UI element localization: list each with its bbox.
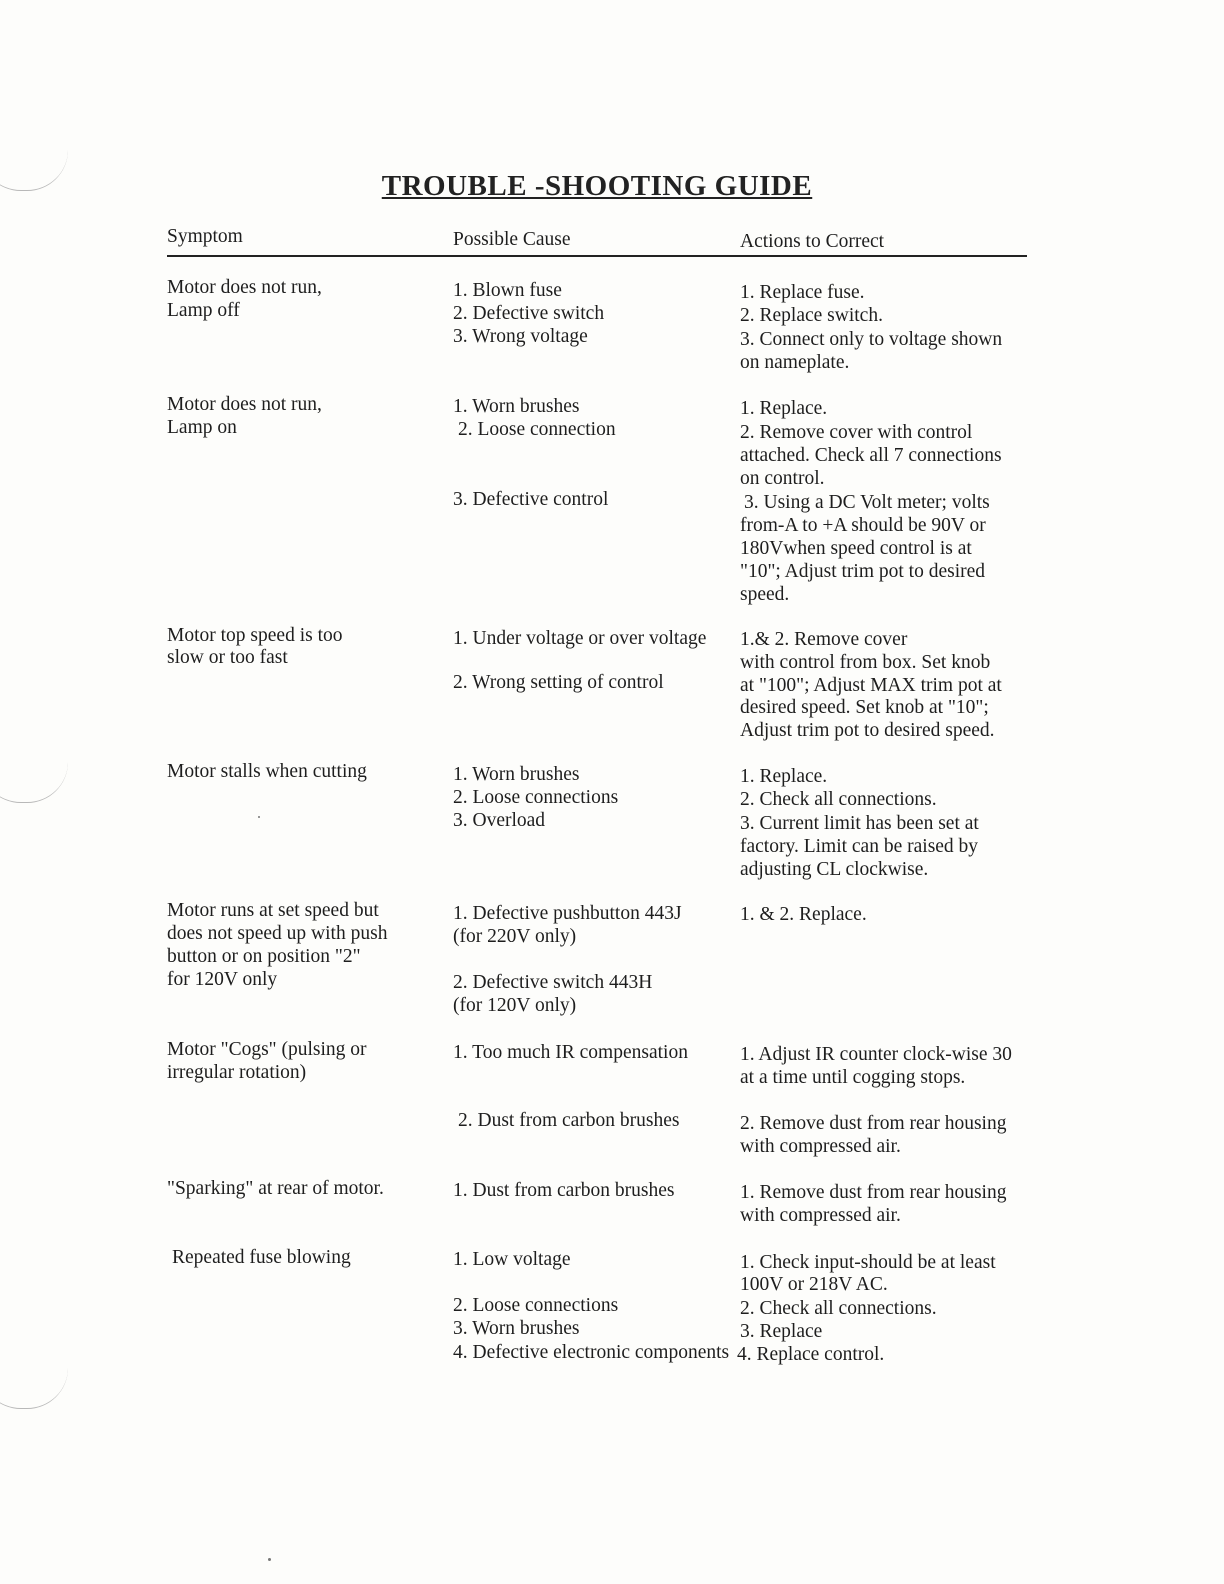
action-line: 2. Check all connections. — [740, 1298, 937, 1319]
action-line: 1. Replace. — [740, 398, 828, 419]
action-line: at a time until cogging stops. — [740, 1067, 966, 1088]
symptom-line: for 120V only — [167, 969, 278, 990]
symptom-line: Motor top speed is too — [167, 625, 343, 646]
action-line: desired speed. Set knob at "10"; — [740, 697, 989, 718]
symptom-line: Motor does not run, — [167, 277, 322, 298]
symptom-line: slow or too fast — [167, 647, 288, 668]
action-line: 3. Using a DC Volt meter; volts — [744, 492, 990, 513]
cause-line: 4. Defective electronic components — [453, 1342, 730, 1363]
action-line: with control from box. Set knob — [740, 652, 991, 673]
cause-line: 2. Loose connection — [458, 419, 616, 440]
symptom-line: "Sparking" at rear of motor. — [167, 1178, 384, 1199]
symptom-line: Lamp on — [167, 417, 237, 438]
action-line: 2. Replace switch. — [740, 305, 883, 326]
cause-line: 3. Defective control — [453, 489, 609, 510]
binder-hole-bottom — [0, 1368, 68, 1409]
symptom-line: Repeated fuse blowing — [172, 1247, 351, 1268]
action-line: adjusting CL clockwise. — [740, 859, 929, 880]
scan-speck — [258, 816, 260, 818]
action-line: 2. Remove cover with control — [740, 422, 973, 443]
action-line: from-A to +A should be 90V or — [740, 515, 986, 536]
action-line: 1. Replace. — [740, 766, 828, 787]
cause-line: 1. Blown fuse — [453, 280, 562, 301]
action-line: with compressed air. — [740, 1205, 901, 1226]
action-line: 1. Replace fuse. — [740, 282, 865, 303]
action-line: at "100"; Adjust MAX trim pot at — [740, 675, 1002, 696]
action-line: speed. — [740, 584, 790, 605]
action-line: 3. Connect only to voltage shown — [740, 329, 1003, 350]
cause-line: 3. Wrong voltage — [453, 326, 588, 347]
cause-line: (for 120V only) — [453, 995, 577, 1016]
cause-line: 1. Defective pushbutton 443J — [453, 903, 682, 924]
action-line: 1. Remove dust from rear housing — [740, 1182, 1007, 1203]
action-line: 1. Check input-should be at least — [740, 1252, 996, 1273]
header-rule — [167, 255, 1027, 257]
action-line: 1. & 2. Replace. — [740, 904, 867, 925]
action-line: 180Vwhen speed control is at — [740, 538, 972, 559]
action-line: Adjust trim pot to desired speed. — [740, 720, 995, 741]
action-line: 100V or 218V AC. — [740, 1274, 888, 1295]
column-header-cause: Possible Cause — [453, 229, 571, 250]
cause-line: 2. Defective switch — [453, 303, 605, 324]
column-header-action: Actions to Correct — [740, 231, 885, 252]
symptom-line: irregular rotation) — [167, 1062, 307, 1083]
cause-line: 2. Loose connections — [453, 1295, 619, 1316]
action-line: attached. Check all 7 connections — [740, 445, 1002, 466]
symptom-line: Motor runs at set speed but — [167, 900, 379, 921]
column-header-symptom: Symptom — [167, 226, 243, 247]
cause-line: 1. Too much IR compensation — [453, 1042, 688, 1063]
cause-line: 3. Worn brushes — [453, 1318, 580, 1339]
cause-line: 2. Loose connections — [453, 787, 619, 808]
cause-line: 2. Defective switch 443H — [453, 972, 653, 993]
action-line: on nameplate. — [740, 352, 850, 373]
action-line: on control. — [740, 468, 825, 489]
action-line: 3. Replace — [740, 1321, 823, 1342]
cause-line: 1. Worn brushes — [453, 396, 580, 417]
symptom-line: Motor "Cogs" (pulsing or — [167, 1039, 367, 1060]
action-line: 1. Adjust IR counter clock-wise 30 — [740, 1044, 1012, 1065]
action-line: 4. Replace control. — [737, 1344, 885, 1365]
symptom-line: button or on position "2" — [167, 946, 361, 967]
action-line: 2. Remove dust from rear housing — [740, 1113, 1007, 1134]
action-line: 1.& 2. Remove cover — [740, 629, 908, 650]
cause-line: 2. Wrong setting of control — [453, 672, 664, 693]
action-line: 2. Check all connections. — [740, 789, 937, 810]
action-line: with compressed air. — [740, 1136, 901, 1157]
binder-hole-middle — [0, 762, 68, 803]
cause-line: 1. Dust from carbon brushes — [453, 1180, 675, 1201]
symptom-line: Motor stalls when cutting — [167, 761, 367, 782]
action-line: "10"; Adjust trim pot to desired — [740, 561, 986, 582]
cause-line: 1. Worn brushes — [453, 764, 580, 785]
action-line: factory. Limit can be raised by — [740, 836, 979, 857]
symptom-line: Motor does not run, — [167, 394, 322, 415]
cause-line: (for 220V only) — [453, 926, 577, 947]
action-line: 3. Current limit has been set at — [740, 813, 979, 834]
symptom-line: Lamp off — [167, 300, 240, 321]
cause-line: 1. Under voltage or over voltage — [453, 628, 707, 649]
scan-speck — [268, 1558, 271, 1561]
symptom-line: does not speed up with push — [167, 923, 388, 944]
cause-line: 1. Low voltage — [453, 1249, 571, 1270]
page-title: TROUBLE -SHOOTING GUIDE — [381, 170, 813, 202]
cause-line: 2. Dust from carbon brushes — [458, 1110, 680, 1131]
cause-line: 3. Overload — [453, 810, 546, 831]
